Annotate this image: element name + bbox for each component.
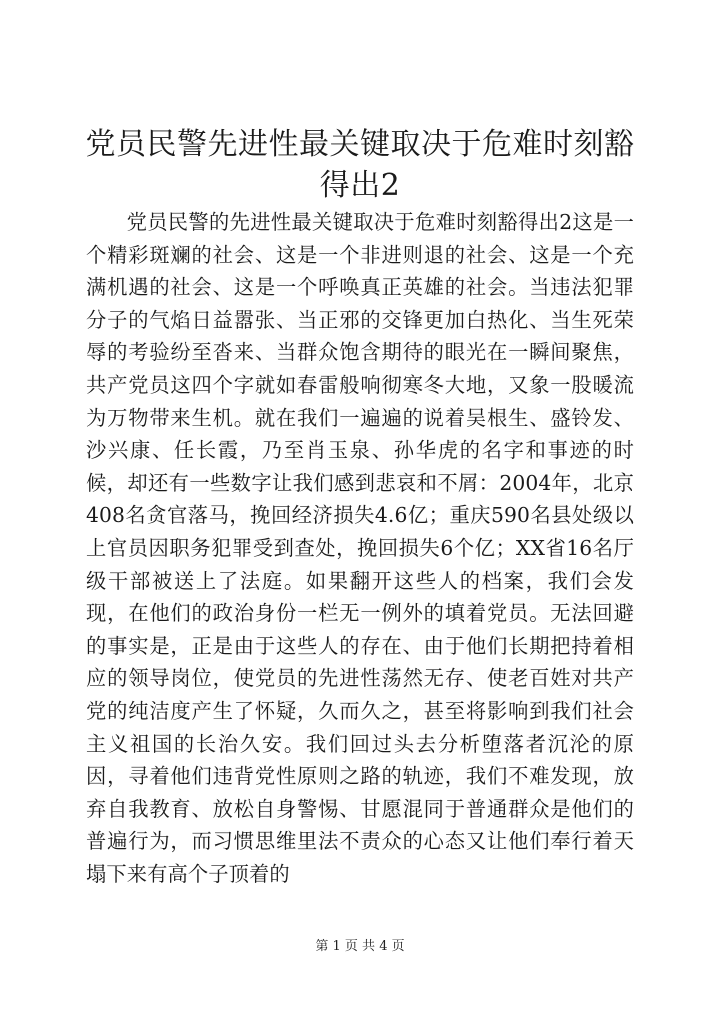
page-number-footer: 第 1 页 共 4 页 bbox=[315, 939, 405, 954]
body-paragraph: 党员民警的先进性最关键取决于危难时刻豁得出2这是一个精彩斑斓的社会、这是一个非进则退的社会、这是一个充满机遇的社会、这是一个呼唤真正英雄的社会。当违法犯罪分子的气焰日益嚣张、当正邪的交锋更加白热化、当生死荣辱的考验纷至沓来、当群众饱含期待的眼光在一瞬间聚焦，共产党员这四个字就如春雷般响彻寒冬大地，又象一股暖流为万物带来生机。就在我们一遍遍的说着吴根生、盛铃发、沙兴康、任长霞，乃至肖玉泉、孙华虎的名字和事迹的时候，却还有一些数字让我们感到悲哀和不屑：2004年，北京408名贪官落马，挽回经济损失4.6亿；重庆590名县处级以上官员因职务犯罪受到查处，挽回损失6个亿；XX省16名厅级干部被送上了法庭。如果翻开这些人的档案，我们会发现，在他们的政治身份一栏无一例外的填着党员。无法回避的事实是，正是由于这些人的存在、由于他们长期把持着相应的领导岗位，使党员的先进性荡然无存、使老百姓对共产党的纯洁度产生了怀疑，久而久之，甚至将影响到我们社会主义祖国的长治久安。我们回过头去分析堕落者沉沦的原因，寻着他们违背党性原则之路的轨迹，我们不难发现，放弃自我教育、放松自身警惕、甘愿混同于普通群众是他们的普遍行为，而习惯思维里法不责众的心态又让他们奉行着天塌下来有高个子顶着的 bbox=[86, 210, 634, 886]
document-title: 党员民警先进性最关键取决于危难时刻豁得出2 bbox=[85, 127, 635, 203]
